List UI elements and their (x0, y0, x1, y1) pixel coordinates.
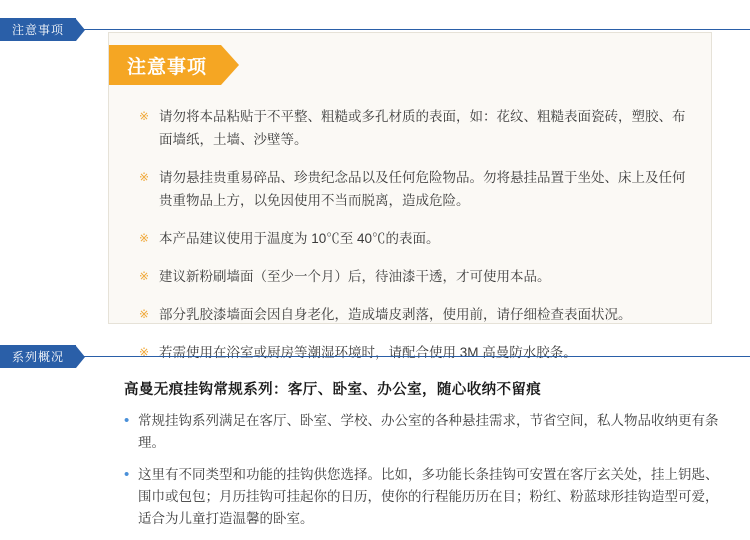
section-tag-arrow-series (76, 346, 85, 368)
asterisk-icon: ※ (139, 109, 150, 123)
asterisk-icon: ※ (139, 307, 150, 321)
notice-item-text: 请勿悬挂贵重易碎品、珍贵纪念品以及任何危险物品。勿将悬挂品置于坐处、床上及任何贵重物品上方，以免因使用不当而脱离，造成危险。 (159, 170, 686, 208)
series-heading: 高曼无痕挂钩常规系列：客厅、卧室、办公室，随心收纳不留痕 (124, 382, 542, 398)
notice-panel (108, 32, 712, 360)
notice-list (139, 105, 687, 379)
notice-title-banner (109, 45, 239, 85)
list-item (124, 410, 724, 454)
asterisk-icon: ※ (139, 231, 150, 245)
asterisk-icon: ※ (139, 345, 150, 359)
list-item (139, 303, 687, 326)
asterisk-icon: ※ (139, 269, 150, 283)
section-tag-notice: 注意事项 (0, 18, 76, 41)
series-list (124, 410, 724, 540)
notice-item-text: 本产品建议使用于温度为 10℃至 40℃的表面。 (159, 231, 440, 246)
notice-item-text: 建议新粉刷墙面（至少一个月）后，待油漆干透，才可使用本品。 (159, 269, 551, 284)
notice-item-text: 若需使用在浴室或厨房等潮湿环境时，请配合使用 3M 高曼防水胶条。 (159, 345, 577, 360)
notice-title: 注意事项 (109, 45, 221, 85)
series-item-text: 常规挂钩系列满足在客厅、卧室、学校、办公室的各种悬挂需求，节省空间，私人物品收纳更有条理。 (138, 413, 719, 450)
section-tag-series: 系列概况 (0, 345, 76, 368)
series-item-text: 这里有不同类型和功能的挂钩供您选择。比如，多功能长条挂钩可安置在客厅玄关处，挂上钥匙、围巾或包包；月历挂钩可挂起你的日历，使你的行程能历历在目；粉红、粉蓝球形挂钩造型可爱，适合为儿童打造温馨的卧室。 (138, 467, 719, 526)
bullet-icon: • (124, 466, 130, 483)
notice-item-text: 部分乳胶漆墙面会因自身老化，造成墙皮剥落，使用前，请仔细检查表面状况。 (159, 307, 632, 322)
list-item (139, 166, 687, 212)
section-rule-notice (83, 29, 750, 30)
list-item (139, 227, 687, 250)
section-header-series (0, 345, 750, 368)
notice-title-arrow-icon (221, 45, 239, 85)
list-item (139, 105, 687, 151)
notice-item-text: 请勿将本品粘贴于不平整、粗糙或多孔材质的表面，如：花纹、粗糙表面瓷砖，塑胶、布面墙纸，土墙、沙壁等。 (159, 109, 686, 147)
section-rule-series (83, 356, 750, 357)
bullet-icon: • (124, 412, 130, 429)
list-item (124, 464, 724, 530)
list-item (139, 265, 687, 288)
asterisk-icon: ※ (139, 170, 150, 184)
section-tag-arrow-notice (76, 19, 85, 41)
